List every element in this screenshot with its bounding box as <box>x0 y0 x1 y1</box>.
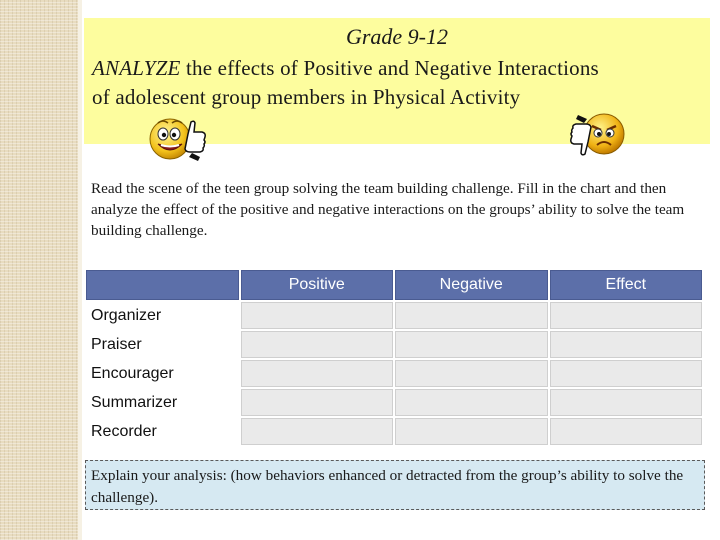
lesson-title <box>92 54 702 112</box>
header-negative: Negative <box>395 270 548 300</box>
row-label-recorder: Recorder <box>86 418 239 445</box>
cell-encourager-positive[interactable] <box>241 360 394 387</box>
table-row <box>86 302 702 329</box>
cell-organizer-effect[interactable] <box>550 302 703 329</box>
table-row <box>86 389 702 416</box>
title-verb: ANALYZE <box>92 56 181 80</box>
cell-recorder-negative[interactable] <box>395 418 548 445</box>
cell-encourager-negative[interactable] <box>395 360 548 387</box>
cell-encourager-effect[interactable] <box>550 360 703 387</box>
cell-praiser-positive[interactable] <box>241 331 394 358</box>
cell-organizer-positive[interactable] <box>241 302 394 329</box>
cell-recorder-effect[interactable] <box>550 418 703 445</box>
explain-analysis-box[interactable]: Explain your analysis: (how behaviors enhanced or detracted from the group’s ability to solve the challenge). <box>85 460 705 510</box>
cell-summarizer-positive[interactable] <box>241 389 394 416</box>
cell-praiser-negative[interactable] <box>395 331 548 358</box>
title-line-two: of adolescent group members in Physical Activity <box>92 85 521 109</box>
header-blank-cell <box>86 270 239 300</box>
grade-heading: Grade 9-12 <box>345 24 449 49</box>
header-positive: Positive <box>241 270 394 300</box>
cell-summarizer-effect[interactable] <box>550 389 703 416</box>
instructions-text: Read the scene of the teen group solving the team building challenge. Fill in the chart and then analyze the effect of the positive and negative interactions on the groups’ ability to solve the team building challenge. <box>91 180 685 239</box>
table-row <box>86 331 702 358</box>
title-rest: the effects of Positive and Negative Interactions <box>180 56 599 80</box>
row-label-summarizer: Summarizer <box>86 389 239 416</box>
cell-recorder-positive[interactable] <box>241 418 394 445</box>
cell-praiser-effect[interactable] <box>550 331 703 358</box>
row-label-organizer: Organizer <box>86 302 239 329</box>
decorative-sidebar <box>0 0 79 540</box>
row-label-praiser: Praiser <box>86 331 239 358</box>
thumbs-down-frown-icon <box>566 112 628 164</box>
cell-organizer-negative[interactable] <box>395 302 548 329</box>
table-row <box>86 360 702 387</box>
interactions-chart <box>84 268 704 447</box>
sidebar-edge <box>78 0 82 540</box>
row-label-encourager: Encourager <box>86 360 239 387</box>
table-row <box>86 418 702 445</box>
cell-summarizer-negative[interactable] <box>395 389 548 416</box>
table-header-row <box>86 270 702 300</box>
header-effect: Effect <box>550 270 703 300</box>
thumbs-up-smiley-icon <box>146 114 208 164</box>
